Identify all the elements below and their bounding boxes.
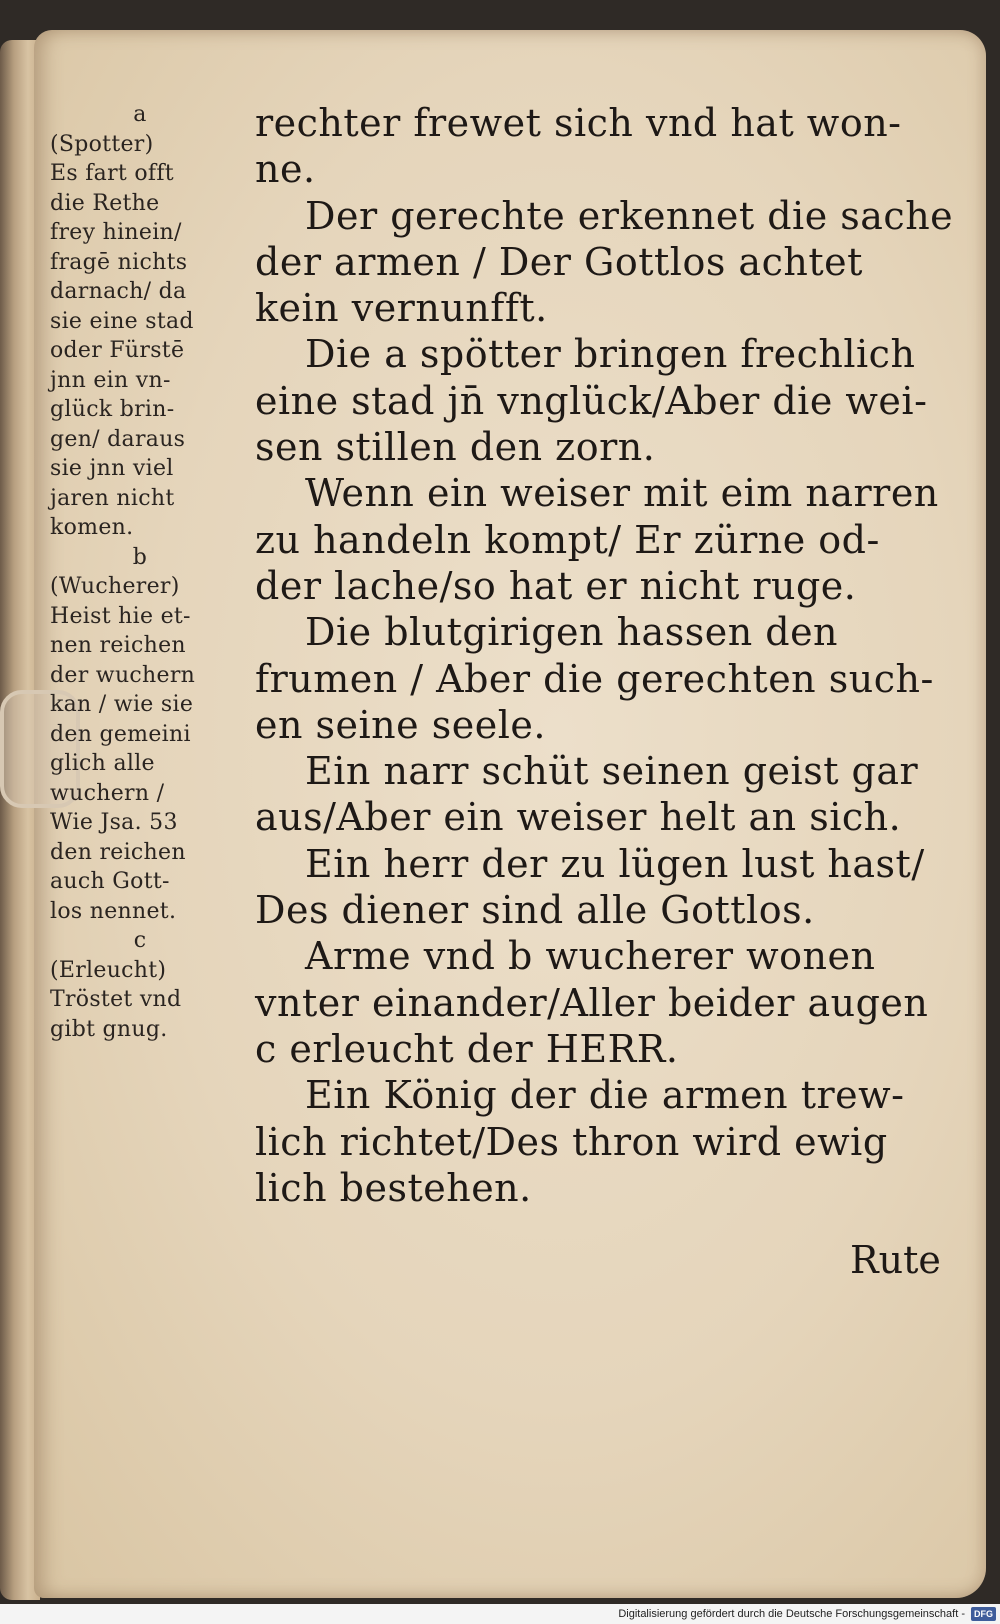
text-line: Des diener sind alle Gottlos.: [255, 888, 815, 933]
gloss-line: Tröstet vnd: [50, 987, 182, 1012]
text-line: eine stad jn̄ vnglück/Aber die wei-: [255, 378, 928, 423]
gloss-line: darnach/ da: [50, 279, 187, 304]
gloss-line: Wie Jsa. 53: [50, 810, 178, 835]
text-line: lich richtet/Des thron wird ewig: [255, 1119, 888, 1164]
text-line: aus/Aber ein weiser helt an sich.: [255, 795, 902, 840]
gloss-line: Heist hie et-: [50, 603, 191, 629]
gloss-line: den gemeini: [50, 721, 191, 747]
text-line: zu handeln kompt/ Er zürne od-: [255, 517, 880, 562]
text-line: c erleucht der HERR.: [255, 1026, 679, 1071]
text-line: en seine seele.: [255, 702, 546, 747]
margin-gloss: [50, 100, 270, 1300]
catchword: Rute: [850, 1238, 941, 1282]
gloss-line: nen reichen: [50, 633, 186, 658]
gloss-line: a: [133, 102, 147, 127]
gloss-line: b: [132, 544, 148, 570]
gloss-line: sie eine stad: [50, 308, 194, 334]
gloss-line: gen/ daraus: [50, 426, 186, 452]
footer-credit: Digitalisierung gefördert durch die Deutsche Forschungsgemeinschaft -: [618, 1608, 965, 1620]
dfg-logo-icon: DFG: [971, 1607, 996, 1621]
gloss-line: fragē nichts: [50, 249, 188, 275]
text-line: Der gerechte erkennet die sache: [305, 193, 954, 238]
text-line: der armen / Der Gottlos achtet: [255, 239, 863, 284]
gloss-line: frey hinein/: [50, 220, 182, 245]
text-line: der lache/so hat er nicht ruge.: [255, 563, 857, 608]
gloss-line: glich alle: [50, 751, 155, 776]
text-line: ne.: [255, 147, 316, 192]
text-line: Ein König der die armen trew-: [305, 1073, 905, 1118]
gloss-line: sie jnn viel: [50, 456, 174, 481]
gloss-line: auch Gott-: [50, 869, 170, 894]
gloss-line: die Rethe: [50, 190, 160, 216]
gloss-line: der wuchern: [50, 662, 196, 688]
gloss-line: (Erleucht): [50, 957, 167, 983]
text-line: Ein narr schüt seinen geist gar: [305, 749, 919, 794]
text-line: Die blutgirigen hassen den: [305, 610, 839, 655]
text-line: frumen / Aber die gerechten such-: [255, 656, 934, 701]
gloss-line: jaren nicht: [50, 485, 175, 511]
gloss-line: (Spotter): [50, 131, 154, 157]
gloss-line: los nennet.: [50, 898, 177, 924]
main-text: [255, 100, 954, 1211]
text-line: kein vernunfft.: [255, 286, 548, 331]
digitization-footer: [0, 1604, 1000, 1624]
text-line: rechter frewet sich vnd hat won-: [255, 101, 902, 145]
gloss-line: kan / wie sie: [50, 692, 194, 717]
text-line: Wenn ein weiser mit eim narren: [305, 471, 939, 516]
gloss-line: oder Fürstē: [50, 338, 185, 363]
gloss-line: Es fart offt: [50, 161, 174, 186]
gloss-line: komen.: [50, 515, 134, 540]
text-line: vnter einander/Aller beider augen: [255, 980, 929, 1025]
text-line: Die a spötter bringen frechlich: [305, 332, 916, 377]
gloss-line: c: [133, 928, 147, 953]
gloss-line: gibt gnug.: [50, 1016, 168, 1042]
gloss-line: glück brin-: [50, 397, 175, 422]
text-line: sen stillen den zorn.: [255, 425, 656, 470]
text-line: Arme vnd b wucherer wonen: [305, 934, 876, 979]
gloss-line: wuchern /: [50, 780, 165, 806]
text-line: Ein herr der zu lügen lust hast/: [305, 841, 925, 886]
gloss-line: den reichen: [50, 839, 186, 865]
text-line: lich bestehen.: [255, 1165, 532, 1210]
gloss-line: jnn ein vn-: [50, 367, 171, 393]
gloss-line: (Wucherer): [50, 574, 180, 599]
